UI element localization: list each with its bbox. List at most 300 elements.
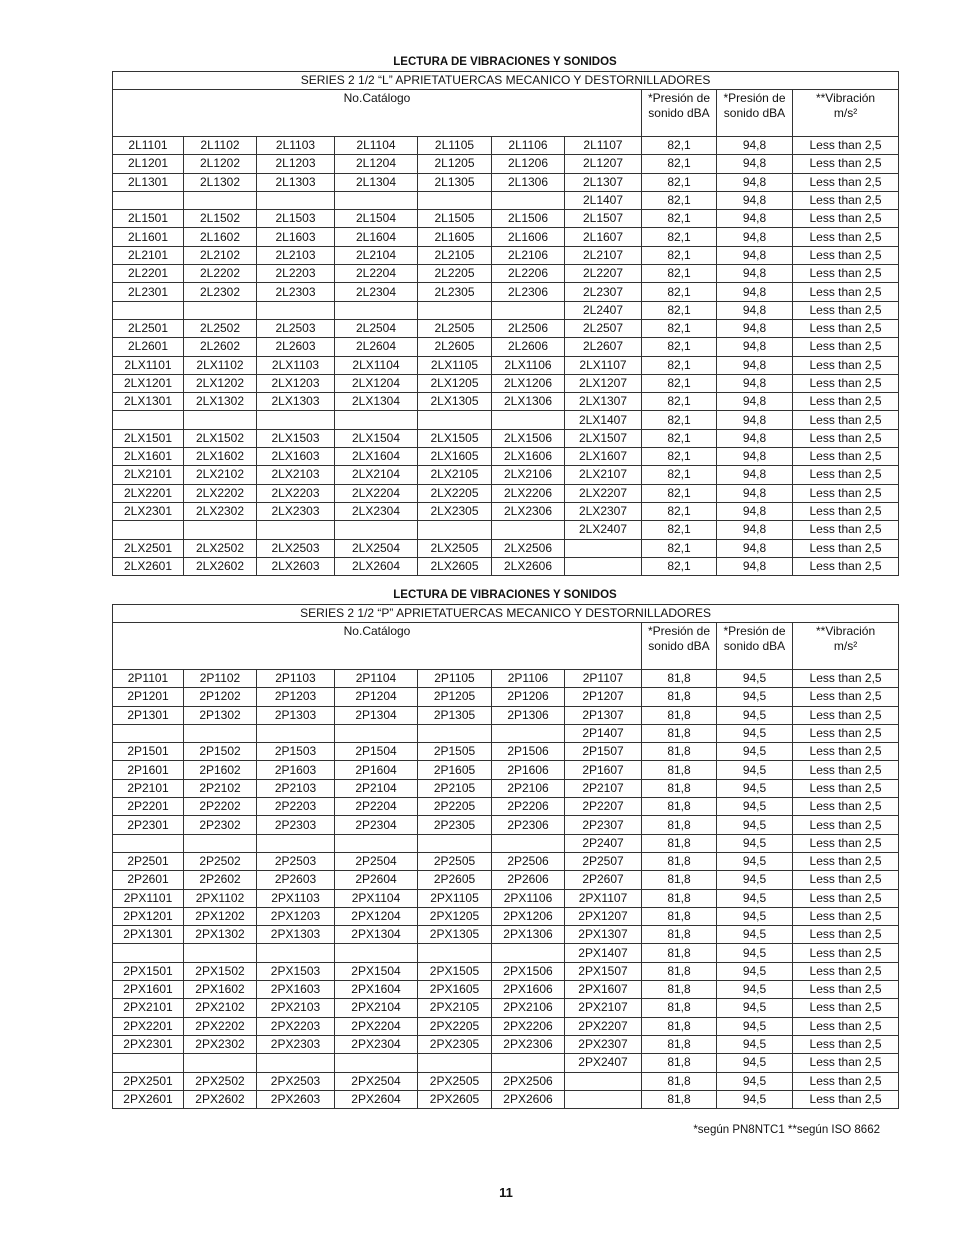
table-cell: 2P2407 — [565, 834, 642, 852]
table-cell: 2PX2301 — [113, 1035, 184, 1053]
table-cell: 2LX1503 — [257, 429, 335, 447]
table-cell: 2L1605 — [418, 228, 492, 246]
table-cell: 2LX1607 — [565, 448, 642, 466]
table-cell: 2LX1206 — [492, 374, 565, 392]
table-cell: Less than 2,5 — [793, 1035, 899, 1053]
table-cell: 2PX1306 — [492, 926, 565, 944]
table-row — [113, 670, 899, 688]
table-cell: 2LX1306 — [492, 393, 565, 411]
table-cell: 2PX2206 — [492, 1017, 565, 1035]
table-cell — [335, 944, 418, 962]
table-cell: 2L1104 — [335, 137, 418, 155]
table-cell — [418, 944, 492, 962]
table-cell: 2P2603 — [257, 871, 335, 889]
table-cell: 2P2302 — [184, 816, 257, 834]
table-row — [113, 907, 899, 925]
table-cell: Less than 2,5 — [793, 743, 899, 761]
table-cell — [257, 944, 335, 962]
table-cell: 2PX1102 — [184, 889, 257, 907]
table-cell: 2L2506 — [492, 319, 565, 337]
pressure-header: *Presión de sonido dBA — [642, 90, 717, 137]
table-cell: 2P2307 — [565, 816, 642, 834]
table-cell: 81,8 — [642, 926, 717, 944]
table-row — [113, 210, 899, 228]
table-cell: 82,1 — [642, 137, 717, 155]
table-cell: Less than 2,5 — [793, 981, 899, 999]
table-row — [113, 834, 899, 852]
table-cell: 2PX1607 — [565, 981, 642, 999]
table-cell: 94,8 — [717, 301, 793, 319]
table-cell: 2P1502 — [184, 743, 257, 761]
table-cell: 2P2301 — [113, 816, 184, 834]
table-cell: Less than 2,5 — [793, 962, 899, 980]
table-cell: 2L2605 — [418, 338, 492, 356]
table-cell: 2PX1507 — [565, 962, 642, 980]
table-cell: 2PX1302 — [184, 926, 257, 944]
table-cell: 2P1204 — [335, 688, 418, 706]
power-header: *Presión de sonido dBA — [717, 90, 793, 137]
table-cell — [335, 724, 418, 742]
table-cell — [113, 521, 184, 539]
table-cell: 2PX2106 — [492, 999, 565, 1017]
table-cell: Less than 2,5 — [793, 852, 899, 870]
table-cell: Less than 2,5 — [793, 871, 899, 889]
table-row — [113, 246, 899, 264]
table-cell: 2LX2103 — [257, 466, 335, 484]
table-cell: 2PX2606 — [492, 1090, 565, 1108]
table-cell: 2PX1501 — [113, 962, 184, 980]
table-cell: 81,8 — [642, 779, 717, 797]
table-cell: 2L2407 — [565, 301, 642, 319]
table-cell: 2LX2505 — [418, 539, 492, 557]
table-cell: 2LX2105 — [418, 466, 492, 484]
series-title: SERIES 2 1/2 “P” APRIETATUERCAS MECANICO Y DESTORNILLADORES — [113, 605, 899, 623]
table-cell — [418, 724, 492, 742]
table-cell: 2L2604 — [335, 338, 418, 356]
table-cell: 81,8 — [642, 1017, 717, 1035]
table-cell: 2PX1504 — [335, 962, 418, 980]
table-cell: 2P1104 — [335, 670, 418, 688]
table-cell: 81,8 — [642, 670, 717, 688]
table-cell: 2PX1204 — [335, 907, 418, 925]
table-row — [113, 1017, 899, 1035]
table-cell: 2LX1205 — [418, 374, 492, 392]
table-cell: 2P1607 — [565, 761, 642, 779]
table-cell: 81,8 — [642, 724, 717, 742]
table-cell: 2PX2304 — [335, 1035, 418, 1053]
table-cell: Less than 2,5 — [793, 798, 899, 816]
table-cell: Less than 2,5 — [793, 319, 899, 337]
table-cell: 94,8 — [717, 265, 793, 283]
table-cell — [492, 411, 565, 429]
table-cell: 2L2602 — [184, 338, 257, 356]
table-cell: 2L1203 — [257, 155, 335, 173]
vibration-header — [793, 623, 899, 670]
table-cell — [113, 411, 184, 429]
table-row — [113, 889, 899, 907]
table-cell: 94,5 — [717, 816, 793, 834]
table-cell: 2LX2307 — [565, 502, 642, 520]
table-cell: 2LX2302 — [184, 502, 257, 520]
table-row — [113, 338, 899, 356]
table-cell — [184, 191, 257, 209]
table-cell — [335, 411, 418, 429]
table-row — [113, 944, 899, 962]
table-cell: 2L1105 — [418, 137, 492, 155]
table-cell: 2PX2501 — [113, 1072, 184, 1090]
table-cell: 2P2201 — [113, 798, 184, 816]
table-cell: 2P1503 — [257, 743, 335, 761]
table-cell: 2PX1201 — [113, 907, 184, 925]
table-cell: 2PX1606 — [492, 981, 565, 999]
table-cell: 2L1503 — [257, 210, 335, 228]
table-row — [113, 521, 899, 539]
table-cell: Less than 2,5 — [793, 670, 899, 688]
table-cell — [565, 539, 642, 557]
table-cell: 2PX2502 — [184, 1072, 257, 1090]
table-cell: Less than 2,5 — [793, 265, 899, 283]
table-cell: 81,8 — [642, 981, 717, 999]
table-cell: 2LX1507 — [565, 429, 642, 447]
table-cell — [492, 944, 565, 962]
table-cell: 2P1505 — [418, 743, 492, 761]
table-cell: 94,8 — [717, 173, 793, 191]
table-cell: Less than 2,5 — [793, 356, 899, 374]
table-cell: 2L2103 — [257, 246, 335, 264]
table-cell: 2P2505 — [418, 852, 492, 870]
table-cell: 2L1101 — [113, 137, 184, 155]
table-cell: 2LX2205 — [418, 484, 492, 502]
table-cell: 82,1 — [642, 502, 717, 520]
table-cell: 2L1206 — [492, 155, 565, 173]
table-row — [113, 155, 899, 173]
table-cell: 2LX2206 — [492, 484, 565, 502]
table-cell: 2L1306 — [492, 173, 565, 191]
table-cell: Less than 2,5 — [793, 155, 899, 173]
table-cell: 2PX1203 — [257, 907, 335, 925]
table-row — [113, 301, 899, 319]
table-cell: 94,5 — [717, 889, 793, 907]
table-cell: Less than 2,5 — [793, 191, 899, 209]
table-cell: 2LX1106 — [492, 356, 565, 374]
table-cell — [257, 724, 335, 742]
table-cell: 2P1203 — [257, 688, 335, 706]
table-cell: 2L1304 — [335, 173, 418, 191]
table-cell: 2LX1305 — [418, 393, 492, 411]
table-cell: 2L2501 — [113, 319, 184, 337]
table-cell — [113, 724, 184, 742]
table-cell: 2PX2602 — [184, 1090, 257, 1108]
table-section-l — [112, 54, 898, 576]
table-cell — [257, 1054, 335, 1072]
table-cell: 2L2502 — [184, 319, 257, 337]
table-cell: 2PX2202 — [184, 1017, 257, 1035]
table-cell: Less than 2,5 — [793, 834, 899, 852]
table-cell: 94,8 — [717, 557, 793, 575]
table-cell: 2PX1106 — [492, 889, 565, 907]
table-cell: 2L2201 — [113, 265, 184, 283]
table-cell: 2P1604 — [335, 761, 418, 779]
table-cell: 94,8 — [717, 210, 793, 228]
vibration-table-p — [112, 604, 899, 1109]
table-cell: 2L1507 — [565, 210, 642, 228]
table-cell: 2PX2303 — [257, 1035, 335, 1053]
table-cell: 2LX1606 — [492, 448, 565, 466]
table-cell: 2PX1602 — [184, 981, 257, 999]
table-row — [113, 798, 899, 816]
table-cell: 2L2101 — [113, 246, 184, 264]
table-cell: 82,1 — [642, 557, 717, 575]
table-cell: Less than 2,5 — [793, 246, 899, 264]
table-cell: 2L1607 — [565, 228, 642, 246]
table-cell: 2PX2204 — [335, 1017, 418, 1035]
table-cell: Less than 2,5 — [793, 1072, 899, 1090]
table-cell: 2P2203 — [257, 798, 335, 816]
table-cell: Less than 2,5 — [793, 724, 899, 742]
table-cell: 81,8 — [642, 1072, 717, 1090]
table-cell: 2LX1201 — [113, 374, 184, 392]
table-cell: 2LX1107 — [565, 356, 642, 374]
table-cell: 2PX2107 — [565, 999, 642, 1017]
table-row — [113, 228, 899, 246]
table-row — [113, 1054, 899, 1072]
table-cell: 81,8 — [642, 798, 717, 816]
table-cell: 2LX2602 — [184, 557, 257, 575]
table-cell: 94,5 — [717, 1035, 793, 1053]
table-cell: 94,8 — [717, 246, 793, 264]
table-cell: 2PX2503 — [257, 1072, 335, 1090]
table-cell: Less than 2,5 — [793, 173, 899, 191]
table-row — [113, 374, 899, 392]
table-cell — [257, 301, 335, 319]
table-cell: 2P2601 — [113, 871, 184, 889]
table-cell: 2LX2604 — [335, 557, 418, 575]
series-title: SERIES 2 1/2 “L” APRIETATUERCAS MECANICO Y DESTORNILLADORES — [113, 72, 899, 90]
table-cell: Less than 2,5 — [793, 944, 899, 962]
table-cell: 2LX2107 — [565, 466, 642, 484]
table-cell: 81,8 — [642, 1054, 717, 1072]
table-cell: 94,8 — [717, 521, 793, 539]
table-cell: 81,8 — [642, 816, 717, 834]
table-cell: 2L2505 — [418, 319, 492, 337]
table-cell: 2L1201 — [113, 155, 184, 173]
table-cell: 82,1 — [642, 338, 717, 356]
table-cell: 2PX1407 — [565, 944, 642, 962]
table-cell: 2P1507 — [565, 743, 642, 761]
table-cell: 2P2105 — [418, 779, 492, 797]
table-cell: 2P1305 — [418, 706, 492, 724]
table-cell: 94,5 — [717, 944, 793, 962]
table-cell: 81,8 — [642, 871, 717, 889]
table-cell: 2L2301 — [113, 283, 184, 301]
table-cell: 2LX2104 — [335, 466, 418, 484]
table-cell: Less than 2,5 — [793, 688, 899, 706]
table-cell: 94,5 — [717, 1072, 793, 1090]
table-cell: 2P2207 — [565, 798, 642, 816]
table-cell: 2P2106 — [492, 779, 565, 797]
table-row — [113, 448, 899, 466]
table-cell: 81,8 — [642, 1035, 717, 1053]
table-cell: 94,5 — [717, 871, 793, 889]
table-cell: 2L1502 — [184, 210, 257, 228]
table-cell: 2LX2202 — [184, 484, 257, 502]
table-cell: 2L1407 — [565, 191, 642, 209]
table-cell: 94,8 — [717, 137, 793, 155]
table-cell: 2P1407 — [565, 724, 642, 742]
table-cell: 94,8 — [717, 466, 793, 484]
table-cell: 94,5 — [717, 761, 793, 779]
table-cell: 2L2106 — [492, 246, 565, 264]
table-cell: 94,5 — [717, 907, 793, 925]
table-row — [113, 852, 899, 870]
vibration-unit: m/s² — [833, 639, 858, 653]
table-cell — [184, 944, 257, 962]
table-cell: 2P1306 — [492, 706, 565, 724]
table-cell: Less than 2,5 — [793, 283, 899, 301]
table-cell — [418, 521, 492, 539]
table-cell: 2L2306 — [492, 283, 565, 301]
table-cell: 81,8 — [642, 944, 717, 962]
table-cell: 94,8 — [717, 228, 793, 246]
table-cell: 2P2502 — [184, 852, 257, 870]
table-cell: 2L1506 — [492, 210, 565, 228]
table-cell: 2L2207 — [565, 265, 642, 283]
table-cell — [335, 834, 418, 852]
table-cell: 2LX1604 — [335, 448, 418, 466]
table-cell: Less than 2,5 — [793, 926, 899, 944]
table-cell: 2LX1105 — [418, 356, 492, 374]
page-number: 11 — [499, 1185, 513, 1200]
table-cell: 2LX1602 — [184, 448, 257, 466]
table-cell: Less than 2,5 — [793, 374, 899, 392]
table-cell: 2LX2106 — [492, 466, 565, 484]
table-cell: 2PX1205 — [418, 907, 492, 925]
table-cell: Less than 2,5 — [793, 761, 899, 779]
table-cell: 2P2605 — [418, 871, 492, 889]
table-cell: 2PX1103 — [257, 889, 335, 907]
table-row — [113, 816, 899, 834]
table-cell: Less than 2,5 — [793, 999, 899, 1017]
table-cell: 2P1201 — [113, 688, 184, 706]
table-cell: 2PX2302 — [184, 1035, 257, 1053]
table-cell — [257, 521, 335, 539]
table-row — [113, 724, 899, 742]
table-row — [113, 1090, 899, 1108]
table-cell: 2L2603 — [257, 338, 335, 356]
table-cell — [113, 834, 184, 852]
table-cell — [335, 521, 418, 539]
table-cell: 2PX1505 — [418, 962, 492, 980]
table-cell: 82,1 — [642, 429, 717, 447]
table-cell: 94,8 — [717, 155, 793, 173]
table-row — [113, 319, 899, 337]
table-cell: 2LX2101 — [113, 466, 184, 484]
table-cell: 2L1102 — [184, 137, 257, 155]
table-cell: 2LX1407 — [565, 411, 642, 429]
table-cell: 2LX2503 — [257, 539, 335, 557]
table-cell: 2PX1206 — [492, 907, 565, 925]
table-cell: 94,8 — [717, 191, 793, 209]
table-cell: 82,1 — [642, 173, 717, 191]
table-cell — [113, 944, 184, 962]
table-cell: 2P1304 — [335, 706, 418, 724]
table-cell: 94,8 — [717, 429, 793, 447]
table-cell: 94,5 — [717, 670, 793, 688]
table-cell: 82,1 — [642, 246, 717, 264]
table-cell: 2LX2204 — [335, 484, 418, 502]
table-cell: 81,8 — [642, 761, 717, 779]
table-row — [113, 871, 899, 889]
vibration-label: **Vibración — [815, 624, 876, 638]
table-cell: 2L2206 — [492, 265, 565, 283]
table-cell — [257, 411, 335, 429]
table-cell — [184, 834, 257, 852]
table-cell: 82,1 — [642, 393, 717, 411]
table-row — [113, 429, 899, 447]
table-row — [113, 466, 899, 484]
table-cell: 2L2503 — [257, 319, 335, 337]
table-cell: 82,1 — [642, 521, 717, 539]
table-cell: 2L1307 — [565, 173, 642, 191]
table-cell: 2PX2604 — [335, 1090, 418, 1108]
table-section-p — [112, 587, 898, 1109]
table-cell: 81,8 — [642, 852, 717, 870]
table-cell: 2PX2305 — [418, 1035, 492, 1053]
table-cell: 94,5 — [717, 852, 793, 870]
table-cell: 94,5 — [717, 743, 793, 761]
table-cell: 2P2204 — [335, 798, 418, 816]
table-cell: 82,1 — [642, 319, 717, 337]
table-cell: 94,8 — [717, 283, 793, 301]
table-cell: 82,1 — [642, 448, 717, 466]
table-cell: 2P2305 — [418, 816, 492, 834]
table-cell: 2PX2603 — [257, 1090, 335, 1108]
table-cell: 2P2606 — [492, 871, 565, 889]
table-cell: 2P2206 — [492, 798, 565, 816]
table-cell: 2LX2203 — [257, 484, 335, 502]
table-cell: 94,5 — [717, 1017, 793, 1035]
table-cell: 2LX2407 — [565, 521, 642, 539]
table-cell: 82,1 — [642, 411, 717, 429]
table-cell — [184, 724, 257, 742]
table-cell — [418, 1054, 492, 1072]
table-cell: 94,5 — [717, 1054, 793, 1072]
table-cell: 2L1501 — [113, 210, 184, 228]
vibration-unit: m/s² — [833, 106, 858, 120]
table-cell: 2L1305 — [418, 173, 492, 191]
table-cell: 2P2304 — [335, 816, 418, 834]
table-cell: 2L1505 — [418, 210, 492, 228]
table-cell: 2P1301 — [113, 706, 184, 724]
table-cell: 2PX2306 — [492, 1035, 565, 1053]
table-row — [113, 539, 899, 557]
table-cell: 2P1202 — [184, 688, 257, 706]
table-row — [113, 761, 899, 779]
table-cell: 94,5 — [717, 724, 793, 742]
table-cell: 2PX1601 — [113, 981, 184, 999]
table-cell: Less than 2,5 — [793, 448, 899, 466]
table-cell: 2LX1101 — [113, 356, 184, 374]
table-cell: 94,5 — [717, 962, 793, 980]
table-cell: 2LX1104 — [335, 356, 418, 374]
table-cell: 2L1103 — [257, 137, 335, 155]
table-cell: 2LX1504 — [335, 429, 418, 447]
table-cell: 2P1105 — [418, 670, 492, 688]
table-cell: 2L1204 — [335, 155, 418, 173]
table-cell: 2PX1104 — [335, 889, 418, 907]
table-cell: 2LX1203 — [257, 374, 335, 392]
table-cell: 2LX1601 — [113, 448, 184, 466]
